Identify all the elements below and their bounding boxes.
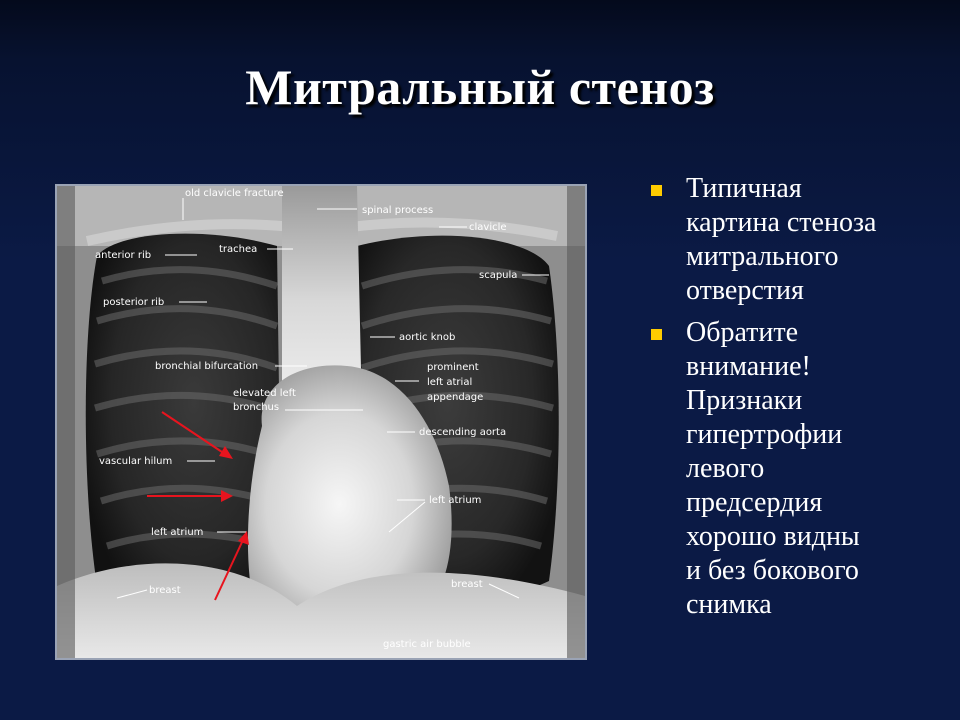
square-bullet-icon [651, 185, 662, 196]
chest-xray-image [55, 184, 587, 660]
label-left-atrial: left atrial [427, 377, 473, 388]
label-aortic-knob: aortic knob [399, 332, 456, 343]
square-bullet-icon [651, 329, 662, 340]
label-elevated-left: elevated left [233, 388, 296, 399]
slide-title: Митральный стеноз [245, 59, 715, 115]
label-left-atrium-left: left atrium [151, 527, 204, 538]
label-left-atrium-right: left atrium [429, 495, 482, 506]
bullet-list [650, 172, 950, 630]
label-old-clavicle-fracture: old clavicle fracture [185, 188, 284, 199]
bullet-text: Обратите внимание! Признаки гипертрофии левого предсердия хорошо видны и без бокового снимка [686, 317, 860, 620]
bullet-item-2 [650, 316, 950, 622]
label-breast-left: breast [149, 585, 181, 596]
label-spinal-process: spinal process [362, 205, 434, 216]
label-bronchus: bronchus [233, 402, 280, 413]
label-bronchial-bifurcation: bronchial bifurcation [155, 361, 259, 372]
bullet-text: Типичная картина стеноза митрального отверстия [686, 173, 877, 306]
bullet-item-1 [650, 172, 950, 308]
chest-xray-figure [57, 186, 585, 658]
label-scapula: scapula [479, 270, 518, 281]
label-posterior-rib: posterior rib [103, 297, 165, 308]
label-gastric-air-bubble: gastric air bubble [383, 639, 471, 650]
label-appendage: appendage [427, 392, 484, 403]
label-trachea: trachea [219, 244, 258, 255]
label-breast-right: breast [451, 579, 483, 590]
label-descending-aorta: descending aorta [419, 427, 507, 438]
label-vascular-hilum: vascular hilum [99, 456, 173, 467]
label-clavicle: clavicle [469, 222, 507, 233]
label-prominent: prominent [427, 362, 479, 373]
label-anterior-rib: anterior rib [95, 250, 152, 261]
